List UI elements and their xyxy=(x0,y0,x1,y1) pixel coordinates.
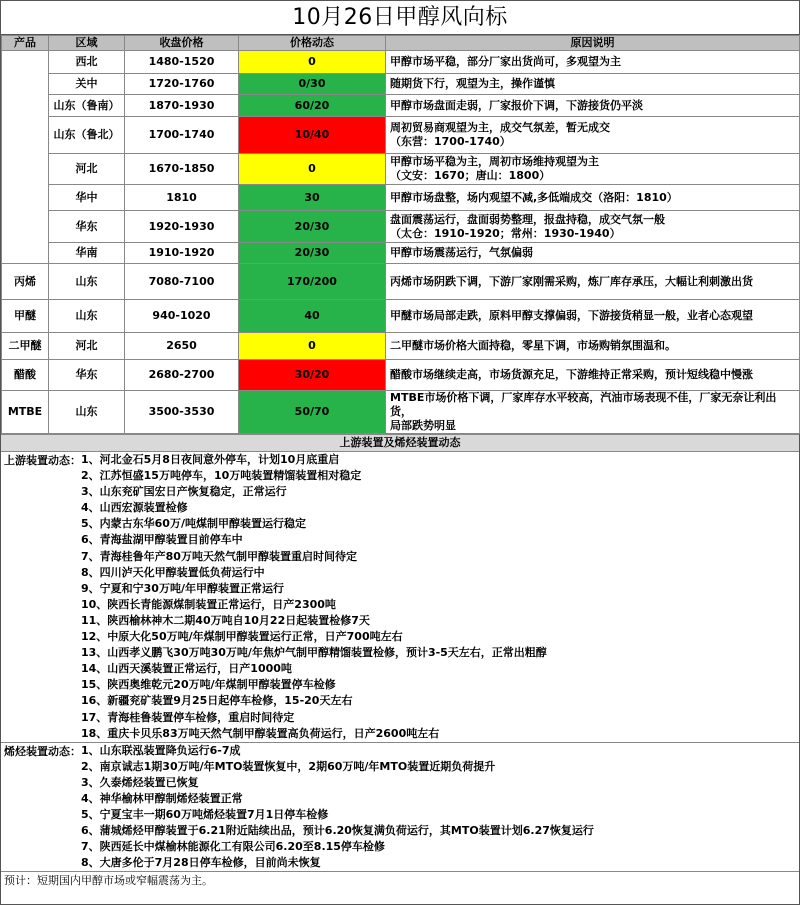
region-cell: 华中 xyxy=(49,185,125,211)
reason-line: 周初贸易商观望为主，成交气氛差，暂无成交 xyxy=(390,121,610,134)
list-item: 5、宁夏宝丰一期60万吨烯烃装置7月1日停车检修 xyxy=(81,808,329,822)
price-cell: 1480-1520 xyxy=(125,51,239,74)
region-cell: 山东（鲁南） xyxy=(49,95,125,117)
table-row xyxy=(2,154,800,185)
region-cell: 华南 xyxy=(49,243,125,264)
price-change-cell: 40 xyxy=(239,300,386,333)
upstream-label: 上游装置动态： xyxy=(4,454,81,467)
product-cell: 醋酸 xyxy=(2,360,49,391)
list-item: 11、陕西榆林神木二期40万吨自10月22日起装置检修7天 xyxy=(81,613,370,627)
price-cell: 940-1020 xyxy=(125,300,239,333)
list-item: 6、蒲城烯烃甲醇装置于6.21附近陆续出品，预计6.20恢复满负荷运行，其MTO装置计划6.27恢复运行 xyxy=(81,824,594,838)
list-item: 16、新疆兖矿装置9月25日起停车检修，15-20天左右 xyxy=(81,694,353,708)
reason-line: （太仓：1910-1920；常州：1930-1940） xyxy=(390,226,621,240)
reason-cell xyxy=(386,243,800,264)
table-row xyxy=(2,74,800,95)
olefin-list xyxy=(1,743,799,872)
table-row xyxy=(2,264,800,300)
product-cell: 二甲醚 xyxy=(2,333,49,360)
reason-cell xyxy=(386,95,800,117)
table-row xyxy=(2,95,800,117)
reason-line: 盘面震荡运行，盘面弱势整理，报盘持稳，成交气氛一般 xyxy=(390,212,665,226)
olefin-label: 烯烃装置动态： xyxy=(4,744,81,758)
list-item: 10、陕西长青能源煤制装置正常运行，日产2300吨 xyxy=(81,597,336,611)
price-cell: 1670-1850 xyxy=(125,154,239,185)
forecast-text: 预计：短期国内甲醇市场或窄幅震荡为主。 xyxy=(4,874,213,888)
price-change-cell: 20/30 xyxy=(239,211,386,243)
region-cell: 河北 xyxy=(49,333,125,360)
list-item: 8、四川泸天化甲醇装置低负荷运行中 xyxy=(81,565,265,579)
price-change-cell: 10/40 xyxy=(239,117,386,154)
price-change-cell: 0 xyxy=(239,333,386,360)
price-change-cell: 20/30 xyxy=(239,243,386,264)
table-row xyxy=(2,300,800,333)
price-change-cell: 30 xyxy=(239,185,386,211)
list-item: 17、青海桂鲁装置停车检修，重启时间待定 xyxy=(81,710,295,724)
price-cell: 7080-7100 xyxy=(125,264,239,300)
region-cell: 华东 xyxy=(49,360,125,391)
upstream-section-title: 上游装置及烯烃装置动态 xyxy=(1,434,799,452)
table-row xyxy=(2,185,800,211)
region-cell: 河北 xyxy=(49,154,125,185)
header-price-change: 价格动态 xyxy=(239,36,386,51)
list-item: 7、青海桂鲁年产80万吨天然气制甲醇装置重启时间待定 xyxy=(81,549,357,563)
reason-line: 醋酸市场继续走高，市场货源充足，下游维持正常采购，预计短线稳中慢涨 xyxy=(390,368,753,381)
list-item: 14、山西天溪装置正常运行，日产1000吨 xyxy=(81,662,292,676)
region-cell: 关中 xyxy=(49,74,125,95)
reason-line: 甲醇市场盘整，场内观望不减,多低端成交（洛阳：1810） xyxy=(390,190,678,204)
list-item: 6、青海盐湖甲醇装置目前停车中 xyxy=(81,533,243,547)
list-item: 2、江苏恒盛15万吨停车，10万吨装置精馏装置相对稳定 xyxy=(81,469,362,483)
price-change-cell: 170/200 xyxy=(239,264,386,300)
reason-line: （文安：1670；唐山：1800） xyxy=(390,169,551,182)
price-change-cell: 50/70 xyxy=(239,391,386,434)
price-cell: 1920-1930 xyxy=(125,211,239,243)
list-item: 7、陕西延长中煤榆林能源化工有限公司6.20至8.15停车检修 xyxy=(81,840,385,854)
header-region: 区域 xyxy=(49,36,125,51)
list-item: 9、宁夏和宁30万吨/年甲醇装置正常运行 xyxy=(81,581,284,595)
price-change-cell: 0/30 xyxy=(239,74,386,95)
reason-cell xyxy=(386,154,800,185)
reason-line: 甲醚市场局部走跌，原料甲醇支撑偏弱，下游接货稍显一般，业者心态观望 xyxy=(390,309,753,322)
region-cell: 山东（鲁北） xyxy=(49,117,125,154)
table-row xyxy=(2,333,800,360)
list-item: 4、神华榆林甲醇制烯烃装置正常 xyxy=(81,791,243,805)
reason-line: 二甲醚市场价格大面持稳，零星下调，市场购销氛围温和。 xyxy=(390,339,676,352)
reason-line: 丙烯市场阴跌下调，下游厂家刚需采购，炼厂库存承压，大幅让利刺激出货 xyxy=(390,274,753,288)
reason-line: 随期货下行，观望为主，操作谨慎 xyxy=(390,77,555,90)
list-item: 15、陕西奥维乾元20万吨/年煤制甲醇装置停车检修 xyxy=(81,678,336,692)
reason-line: 甲醇市场平稳，部分厂家出货尚可，多观望为主 xyxy=(390,55,621,68)
price-cell: 1720-1760 xyxy=(125,74,239,95)
list-item: 1、河北金石5月8日夜间意外停车，计划10月底重启 xyxy=(81,453,340,466)
reason-cell xyxy=(386,333,800,360)
reason-cell xyxy=(386,51,800,74)
price-cell: 1700-1740 xyxy=(125,117,239,154)
price-change-cell: 60/20 xyxy=(239,95,386,117)
price-table xyxy=(1,35,800,434)
page-title: 10月26日甲醇风向标 xyxy=(1,1,799,35)
list-item: 18、重庆卡贝乐83万吨天然气制甲醇装置高负荷运行，日产2600吨左右 xyxy=(81,726,440,740)
price-cell: 1810 xyxy=(125,185,239,211)
table-row xyxy=(2,51,800,74)
reason-cell xyxy=(386,211,800,243)
list-item: 8、大唐多伦于7月28日停车检修，目前尚未恢复 xyxy=(81,856,321,870)
product-cell xyxy=(2,51,49,264)
list-item: 4、山西宏源装置检修 xyxy=(81,501,188,515)
reason-cell xyxy=(386,264,800,300)
product-cell: MTBE xyxy=(2,391,49,434)
header-close-price: 收盘价格 xyxy=(125,36,239,51)
header-product: 产品 xyxy=(2,36,49,51)
table-row xyxy=(2,360,800,391)
price-cell: 1910-1920 xyxy=(125,243,239,264)
product-cell: 甲醚 xyxy=(2,300,49,333)
reason-cell xyxy=(386,360,800,391)
price-change-cell: 30/20 xyxy=(239,360,386,391)
header-reason: 原因说明 xyxy=(386,36,800,51)
list-item: 13、山西孝义鹏飞30万吨30万吨/年焦炉气制甲醇精馏装置检修，预计3-5天左右，正常出粗醇 xyxy=(81,646,547,660)
list-item: 12、中原大化50万吨/年煤制甲醇装置运行正常，日产700吨左右 xyxy=(81,630,403,644)
upstream-list xyxy=(1,452,799,742)
reason-cell xyxy=(386,185,800,211)
reason-line: 甲醇市场震荡运行，气氛偏弱 xyxy=(390,246,533,259)
price-cell: 2680-2700 xyxy=(125,360,239,391)
table-header-row xyxy=(2,36,800,51)
reason-cell xyxy=(386,391,800,434)
list-item: 3、山东兖矿国宏日产恢复稳定，正常运行 xyxy=(81,485,287,499)
reason-line: 局部跌势明显 xyxy=(390,419,456,432)
price-change-cell: 0 xyxy=(239,154,386,185)
region-cell: 山东 xyxy=(49,391,125,434)
reason-line: MTBE市场价格下调，厂家库存水平较高，汽油市场表现不佳，厂家无奈让利出货， xyxy=(390,391,777,418)
product-cell: 丙烯 xyxy=(2,264,49,300)
price-change-cell: 0 xyxy=(239,51,386,74)
reason-line: 甲醇市场平稳为主，周初市场维持观望为主 xyxy=(390,155,599,168)
list-item: 5、内蒙古东华60万/吨煤制甲醇装置运行稳定 xyxy=(81,517,306,531)
reason-cell xyxy=(386,74,800,95)
reason-cell xyxy=(386,117,800,154)
reason-cell xyxy=(386,300,800,333)
list-item: 3、久泰烯烃装置已恢复 xyxy=(81,775,199,789)
region-cell: 华东 xyxy=(49,211,125,243)
list-item: 1、山东联泓装置降负运行6-7成 xyxy=(81,743,241,757)
table-row xyxy=(2,211,800,243)
reason-line: （东营：1700-1740） xyxy=(390,135,511,148)
price-cell: 3500-3530 xyxy=(125,391,239,434)
region-cell: 山东 xyxy=(49,264,125,300)
price-cell: 1870-1930 xyxy=(125,95,239,117)
price-cell: 2650 xyxy=(125,333,239,360)
table-row xyxy=(2,243,800,264)
region-cell: 西北 xyxy=(49,51,125,74)
table-row xyxy=(2,391,800,434)
list-item: 2、南京诚志1期30万吨/年MTO装置恢复中，2期60万吨/年MTO装置近期负荷提升 xyxy=(81,759,496,773)
olefin-section xyxy=(1,743,799,873)
upstream-section xyxy=(1,452,799,743)
reason-line: 甲醇市场盘面走弱，厂家报价下调，下游接货仍平淡 xyxy=(390,98,643,112)
table-row xyxy=(2,117,800,154)
region-cell: 山东 xyxy=(49,300,125,333)
